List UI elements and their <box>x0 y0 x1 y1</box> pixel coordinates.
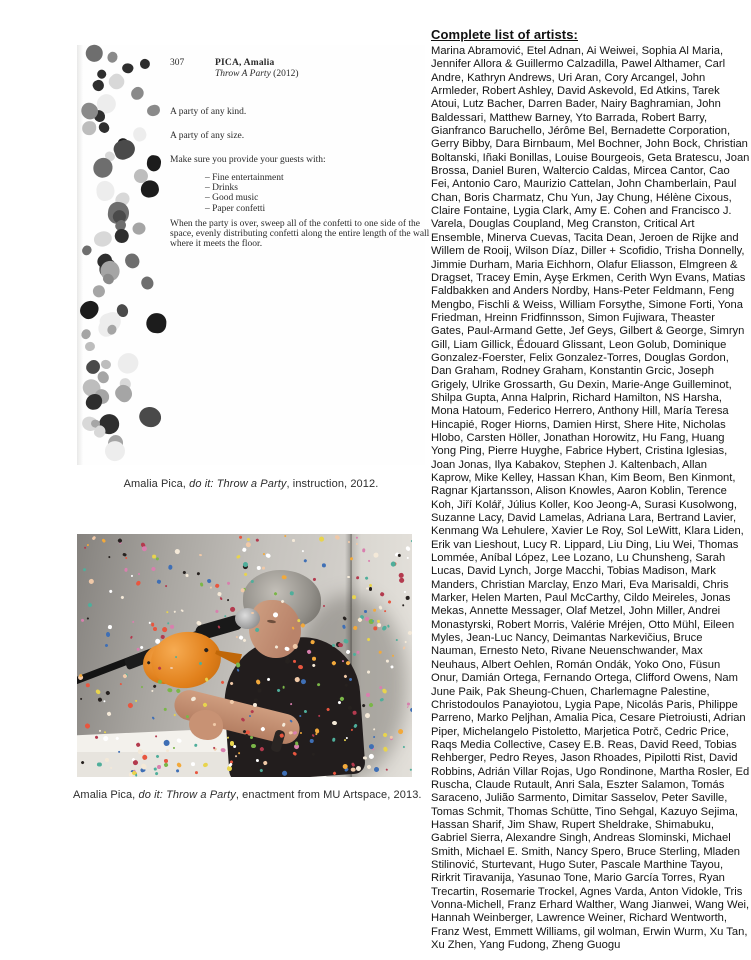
instruction-line-3: Make sure you provide your guests with: <box>170 155 326 165</box>
confetti-piece <box>99 730 101 733</box>
confetti-piece <box>198 554 201 557</box>
confetti-piece <box>246 537 250 541</box>
confetti-piece <box>101 538 106 543</box>
confetti-piece <box>122 673 127 678</box>
artist-name-heading: PICA, Amalia <box>215 58 275 68</box>
confetti-piece <box>242 561 249 568</box>
artist-list-heading: Complete list of artists: <box>431 27 578 42</box>
confetti-piece <box>167 688 172 693</box>
confetti-piece <box>152 717 156 721</box>
confetti-piece <box>104 644 108 648</box>
confetti-piece <box>206 578 211 583</box>
confetti-piece <box>139 645 143 649</box>
confetti-piece <box>244 573 248 577</box>
confetti-piece <box>91 79 106 94</box>
confetti-piece <box>103 700 105 702</box>
confetti-piece <box>131 575 134 578</box>
confetti-piece <box>292 539 295 542</box>
confetti-piece <box>105 690 110 695</box>
confetti-piece <box>221 680 226 685</box>
confetti-piece <box>95 251 115 271</box>
confetti-piece <box>257 565 261 569</box>
confetti-piece <box>322 563 326 568</box>
confetti-piece <box>116 137 129 152</box>
confetti-piece <box>220 597 223 600</box>
confetti-piece <box>124 568 128 572</box>
caption-work-title: do it: Throw a Party <box>138 789 236 801</box>
confetti-piece <box>149 622 151 624</box>
confetti-piece <box>121 61 135 75</box>
confetti-piece <box>117 538 122 543</box>
confetti-piece <box>80 697 83 700</box>
confetti-piece <box>100 259 121 282</box>
person-hand <box>189 710 223 740</box>
confetti-piece <box>120 683 123 686</box>
confetti-piece <box>209 586 211 588</box>
confetti-piece <box>104 731 107 734</box>
confetti-piece <box>146 311 167 333</box>
confetti-piece <box>114 228 129 244</box>
confetti-piece <box>84 722 91 729</box>
confetti-piece <box>123 553 128 557</box>
confetti-piece <box>119 541 123 545</box>
page-number: 307 <box>170 58 185 68</box>
caption-text: , enactment from MU Artspace, 2013. <box>235 789 422 801</box>
confetti-piece <box>109 589 113 593</box>
confetti-piece <box>136 647 140 651</box>
confetti-piece <box>283 535 286 538</box>
confetti-piece <box>97 697 102 702</box>
confetti-piece <box>107 625 111 629</box>
confetti-piece <box>86 543 89 546</box>
confetti-piece <box>174 714 176 716</box>
confetti-piece <box>131 126 148 143</box>
confetti-piece <box>165 585 168 588</box>
confetti-piece <box>115 302 130 318</box>
confetti-piece <box>262 567 265 570</box>
confetti-piece <box>106 632 110 637</box>
confetti-piece <box>91 536 96 541</box>
confetti-piece <box>85 393 103 411</box>
confetti-piece <box>140 274 156 290</box>
confetti-piece <box>239 536 243 540</box>
confetti-piece <box>96 370 111 385</box>
confetti-piece <box>113 190 133 210</box>
enactment-photo <box>77 534 412 777</box>
person-face <box>249 600 301 658</box>
caption-work-title: do it: Throw a Party <box>189 478 287 490</box>
confetti-piece <box>130 636 133 639</box>
confetti-piece <box>236 554 241 559</box>
confetti-piece <box>241 548 246 554</box>
instruction-page <box>77 45 430 465</box>
confetti-piece <box>138 573 140 575</box>
confetti-piece <box>95 315 119 340</box>
confetti-piece <box>111 137 137 162</box>
confetti-piece <box>97 256 119 280</box>
confetti-piece <box>255 538 259 542</box>
instruction-closing: When the party is over, sweep all of the confetti to one side of the space, evenly distributing confetti along the entire length of the wall where it meets the floor. <box>170 219 430 249</box>
confetti-piece <box>135 581 141 587</box>
confetti-piece <box>302 550 305 553</box>
confetti-piece <box>263 553 265 555</box>
confetti-piece <box>146 104 161 117</box>
caption-text: , instruction, 2012. <box>286 478 379 490</box>
confetti-piece <box>124 674 128 678</box>
confetti-piece <box>313 577 317 580</box>
artist-list-column <box>431 27 750 952</box>
caption-text: Amalia Pica, <box>73 789 139 801</box>
confetti-piece <box>235 636 237 638</box>
work-title <box>215 69 298 79</box>
confetti-piece <box>145 154 162 172</box>
confetti-piece <box>265 553 271 559</box>
page-edge-shading <box>77 45 83 465</box>
confetti-piece <box>110 201 129 220</box>
confetti-piece <box>107 50 120 64</box>
confetti-piece <box>139 58 151 70</box>
confetti-piece <box>132 620 135 623</box>
confetti-piece <box>318 536 324 542</box>
confetti-piece <box>87 618 89 620</box>
confetti-piece <box>82 121 97 135</box>
confetti-piece <box>137 404 164 430</box>
confetti-piece <box>88 578 94 584</box>
confetti-piece <box>152 555 156 559</box>
confetti-piece <box>90 420 100 429</box>
confetti-piece <box>100 359 113 371</box>
confetti-piece <box>103 150 116 163</box>
confetti-piece <box>92 229 113 248</box>
work-year: (2012) <box>270 69 299 79</box>
confetti-piece <box>141 686 144 689</box>
confetti-piece <box>97 120 112 135</box>
confetti-piece <box>227 582 231 586</box>
confetti-piece <box>245 541 252 548</box>
confetti-piece <box>166 611 169 614</box>
confetti-piece <box>124 557 127 559</box>
confetti-piece <box>186 574 189 577</box>
confetti-piece <box>93 423 109 439</box>
confetti-piece <box>85 683 90 687</box>
confetti-piece <box>214 584 219 589</box>
list-item: – Drinks <box>205 183 238 194</box>
confetti-piece <box>120 595 124 599</box>
list-item: – Fine entertainment <box>205 173 284 183</box>
confetti-piece <box>152 556 154 559</box>
confetti-piece <box>108 555 111 558</box>
confetti-piece <box>132 221 147 235</box>
confetti-piece <box>103 440 126 463</box>
confetti-piece <box>303 558 307 562</box>
confetti-piece <box>127 702 134 709</box>
confetti-piece <box>164 708 167 711</box>
confetti-piece <box>150 566 156 572</box>
confetti-piece <box>152 685 156 689</box>
confetti-piece <box>113 349 142 378</box>
confetti-piece <box>87 602 92 607</box>
confetti-piece <box>113 219 127 233</box>
instruction-caption <box>77 478 425 490</box>
confetti-piece <box>123 251 142 271</box>
confetti-piece <box>84 341 95 352</box>
confetti-piece <box>133 168 150 185</box>
confetti-piece <box>119 377 132 391</box>
confetti-piece <box>106 201 129 225</box>
confetti-piece <box>156 557 160 561</box>
confetti-piece <box>141 546 146 551</box>
caption-text: Amalia Pica, <box>123 478 190 490</box>
confetti-piece <box>95 181 115 202</box>
confetti-piece <box>135 699 138 702</box>
confetti-piece <box>200 583 204 587</box>
confetti-piece <box>106 712 111 717</box>
confetti-piece <box>84 358 103 376</box>
confetti-piece <box>174 610 176 612</box>
confetti-piece <box>167 622 170 625</box>
confetti-piece <box>197 572 201 576</box>
microphone-grille <box>235 608 260 629</box>
confetti-piece <box>229 606 236 613</box>
confetti-piece <box>106 324 118 337</box>
confetti-piece <box>110 207 128 225</box>
confetti-piece <box>95 689 101 695</box>
confetti-piece <box>102 272 116 285</box>
confetti-piece <box>129 85 147 103</box>
list-item: – Good music <box>205 193 259 204</box>
confetti-piece <box>139 179 160 200</box>
confetti-piece <box>84 43 105 64</box>
confetti-piece <box>216 591 221 596</box>
confetti-piece <box>106 72 127 93</box>
instruction-line-1: A party of any kind. <box>170 107 247 117</box>
confetti-piece <box>140 542 146 548</box>
confetti-piece <box>169 625 174 630</box>
confetti-piece <box>106 434 123 453</box>
confetti-piece <box>242 563 249 570</box>
work-title-italic: Throw A Party <box>215 69 271 79</box>
list-item: – Paper confetti <box>205 203 266 214</box>
confetti-piece <box>95 69 107 81</box>
artist-list-names: Marina Abramović, Etel Adnan, Ai Weiwei, Sophia Al Maria, Jennifer Allora & Guillermo Calzadilla, Pawel Althamer, Carl Andre, Kathryn Andrews, Uri Aran, Cory Arcangel, John Armleder, Robert Ashley, David Askevold, Ed Atkins, Tarek Atoui, Lutz Bacher, Darren Bader, Nairy Baghramian, John Baldessari, Matthew Barney, Yto Barrada, Robert Barry, Gianfranco Baruchello, Jérôme Bel, Bernadette Corporation, Gerry Bibby, Dara Birnbaum, Mel Bochner, John Bock, Christian Boltanski, Iñaki Bonillas, Louise Bourgeois, Geta Bratescu, Joan Brossa, Daniel Buren, Waltercio Caldas, Mircea Cantor, Cao Fei, Antonio Caro, Maurizio Cattelan, John Chamberlain, Paul Chan, Boris Charmatz, Chu Yun, Jay Chung, Hélène Cixous, Claire Fontaine, Lygia Clark, Amy E. Cohen and Francisco J. Varela, Douglas Coupland, Meg Cranston, Critical Art Ensemble, Minerva Cuevas, Tacita Dean, Jeroen de Rijke and Willem de Rooij, Wilson Díaz, Diller + Scofidio, Trisha Donnelly, Jimmie Durham, Maria Eichhorn, Olafur Eliasson, Elmgreen & Dragset, Tracey Emin, Ayşe Erkmen, Cerith Wyn Evans, Matias Faldbakken and Anders Nordby, Hans-Peter Feldmann, Feng Mengbo, Fischli & Weiss, William Forsythe, Simone Forti, Yona Friedman, Hreinn Fridfinnsson, Simon Fujiwara, Theaster Gates, Paul-Armand Gette, Jef Geys, Gilbert & George, Simryn Gill, Liam Gillick, Édouard Glissant, Leon Golub, Dominique Gonzalez-Foerster, Felix Gonzalez-Torres, Douglas Gordon, Dan Graham, Rodney Graham, Konstantin Grcic, Joseph Grigely, Ulrike Grossarth, Gu Dexin, Marie-Ange Guilleminot, Shilpa Gupta, Anna Halprin, Richard Hamilton, NS Harsha, Mona Hatoum, Federico Herrero, Anthony Hill, María Teresa Hincapié, Roger Hiorns, Damien Hirst, Shere Hite, Nicholas Hlobo, Carsten Höller, Jonathan Horowitz, Hu Fang, Huang Yong Ping, Pierre Huyghe, Fabrice Hybert, Cristina Iglesias, Joan Jonas, Ilya Kabakov, Stephen J. Kaltenbach, Allan Kaprow, Mike Kelley, Hassan Khan, Kim Beom, Ben Kinmont, Ragnar Kjartansson, Alison Knowles, Aaron Koblin, Terence Koh, Jiří Kolář, Július Koller, Koo Jeong-A, Surasi Kusolwong, Suzanne Lacy, David Lamelas, Adriana Lara, Bertrand Lavier, Kenmang Wa Lehulere, Xavier Le Roy, Sol LeWitt, Klara Liden, Erik van Lieshout, Lucy R. Lippard, Liu Ding, Liu Wei, Thomas Lommée, Aníbal López, Lee Lozano, Lu Chunsheng, Sarah Lucas, David Lynch, Jorge Macchi, Tobias Madison, Mark Manders, Christian Marclay, Enzo Mari, Eva Marisaldi, Chris Marker, Helen Marten, Paul McCarthy, Cildo Meireles, Jonas Mekas, Annette Messager, Olaf Metzel, John Miller, Andrei Monastyrski, Robert Morris, Valérie Mréjen, Otto Mühl, Eileen Myles, Jean-Luc Nancy, Deimantas Narkevičius, Bruce Nauman, Ernesto Neto, Rivane Neuenschwander, Max Neuhaus, Albert Oehlen, Román Ondák, Yoko Ono, Füsun Onur, Damián Ortega, Fernando Ortega, Clifford Owens, Nam June Paik, Pak Sheung-Chuen, Charlemagne Palestine, Christodoulos Panayiotou, Lygia Pape, Nicolás Paris, Philippe Parreno, Marko Peljhan, Amalia Pica, Cesare Pietroiusti, Adrian Piper, Michelangelo Pistoletto, Marjetica Potrč, Cedric Price, Raqs Media Collective, Casey E.B. Reas, David Reed, Tobias Rehberger, Pedro Reyes, Jason Rhoades, Pipilotti Rist, David Robbins, Adrián Villar Rojas, Ugo Rondinone, Martha Rosler, Ed Ruscha, Claude Rutault, Anri Sala, Eszter Salamon, Tomás Saraceno, Julião Sarmento, Dimitar Sasselov, Peter Saville, Tomas Schmit, Thomas Schütte, Tino Sehgal, Kazuyo Sejima, Hassan Sharif, Jim Shaw, Rupert Sheldrake, Shimabuku, Gabriel Sierra, Alexandre Singh, Andreas Slominski, Michael Smith, Michael E. Smith, Nancy Spero, Bruce Sterling, Mladen Stilinović, Sturtevant, Hugo Suter, Pascale Marthine Tayou, Rirkrit Tiravanija, Yasunao Tone, Mario García Torres, Ryan Trecartin, Rosemarie Trockel, Agnes Varda, Anton Vidokle, Tris Vonna-Michell, Franz Erhard Walther, Wang Jianwei, Wang Wei, Hannah Weinberger, Lawrence Weiner, Richard Wentworth, Franz West, Emmett Williams, gil wolman, Erwin Wurm, Xu Tan, Xu Zhen, Yang Fudong, Zheng Guogu <box>431 45 750 952</box>
instruction-list <box>205 173 284 214</box>
confetti-piece <box>91 283 106 299</box>
confetti-piece <box>92 387 112 407</box>
confetti-piece <box>238 635 243 640</box>
confetti-piece <box>157 579 162 584</box>
confetti-piece <box>180 608 184 612</box>
confetti-piece <box>90 154 117 181</box>
confetti-piece <box>174 548 181 555</box>
confetti-piece <box>92 108 108 124</box>
confetti-piece <box>82 567 87 572</box>
confetti-piece <box>168 565 173 570</box>
confetti-piece <box>242 639 246 643</box>
confetti-piece <box>182 571 186 575</box>
confetti-piece <box>151 689 154 692</box>
instruction-line-2: A party of any size. <box>170 131 245 141</box>
confetti-piece <box>334 534 341 540</box>
confetti-piece <box>151 622 154 626</box>
confetti-piece <box>112 382 135 405</box>
confetti-piece <box>98 310 124 335</box>
confetti-piece <box>227 599 230 602</box>
confetti-piece <box>216 609 219 612</box>
confetti-piece <box>84 547 86 549</box>
confetti-piece <box>81 619 84 622</box>
confetti-piece <box>161 626 168 633</box>
enactment-caption <box>73 789 433 801</box>
confetti-piece <box>97 412 121 437</box>
confetti-piece <box>152 626 157 631</box>
confetti-piece <box>93 91 120 118</box>
